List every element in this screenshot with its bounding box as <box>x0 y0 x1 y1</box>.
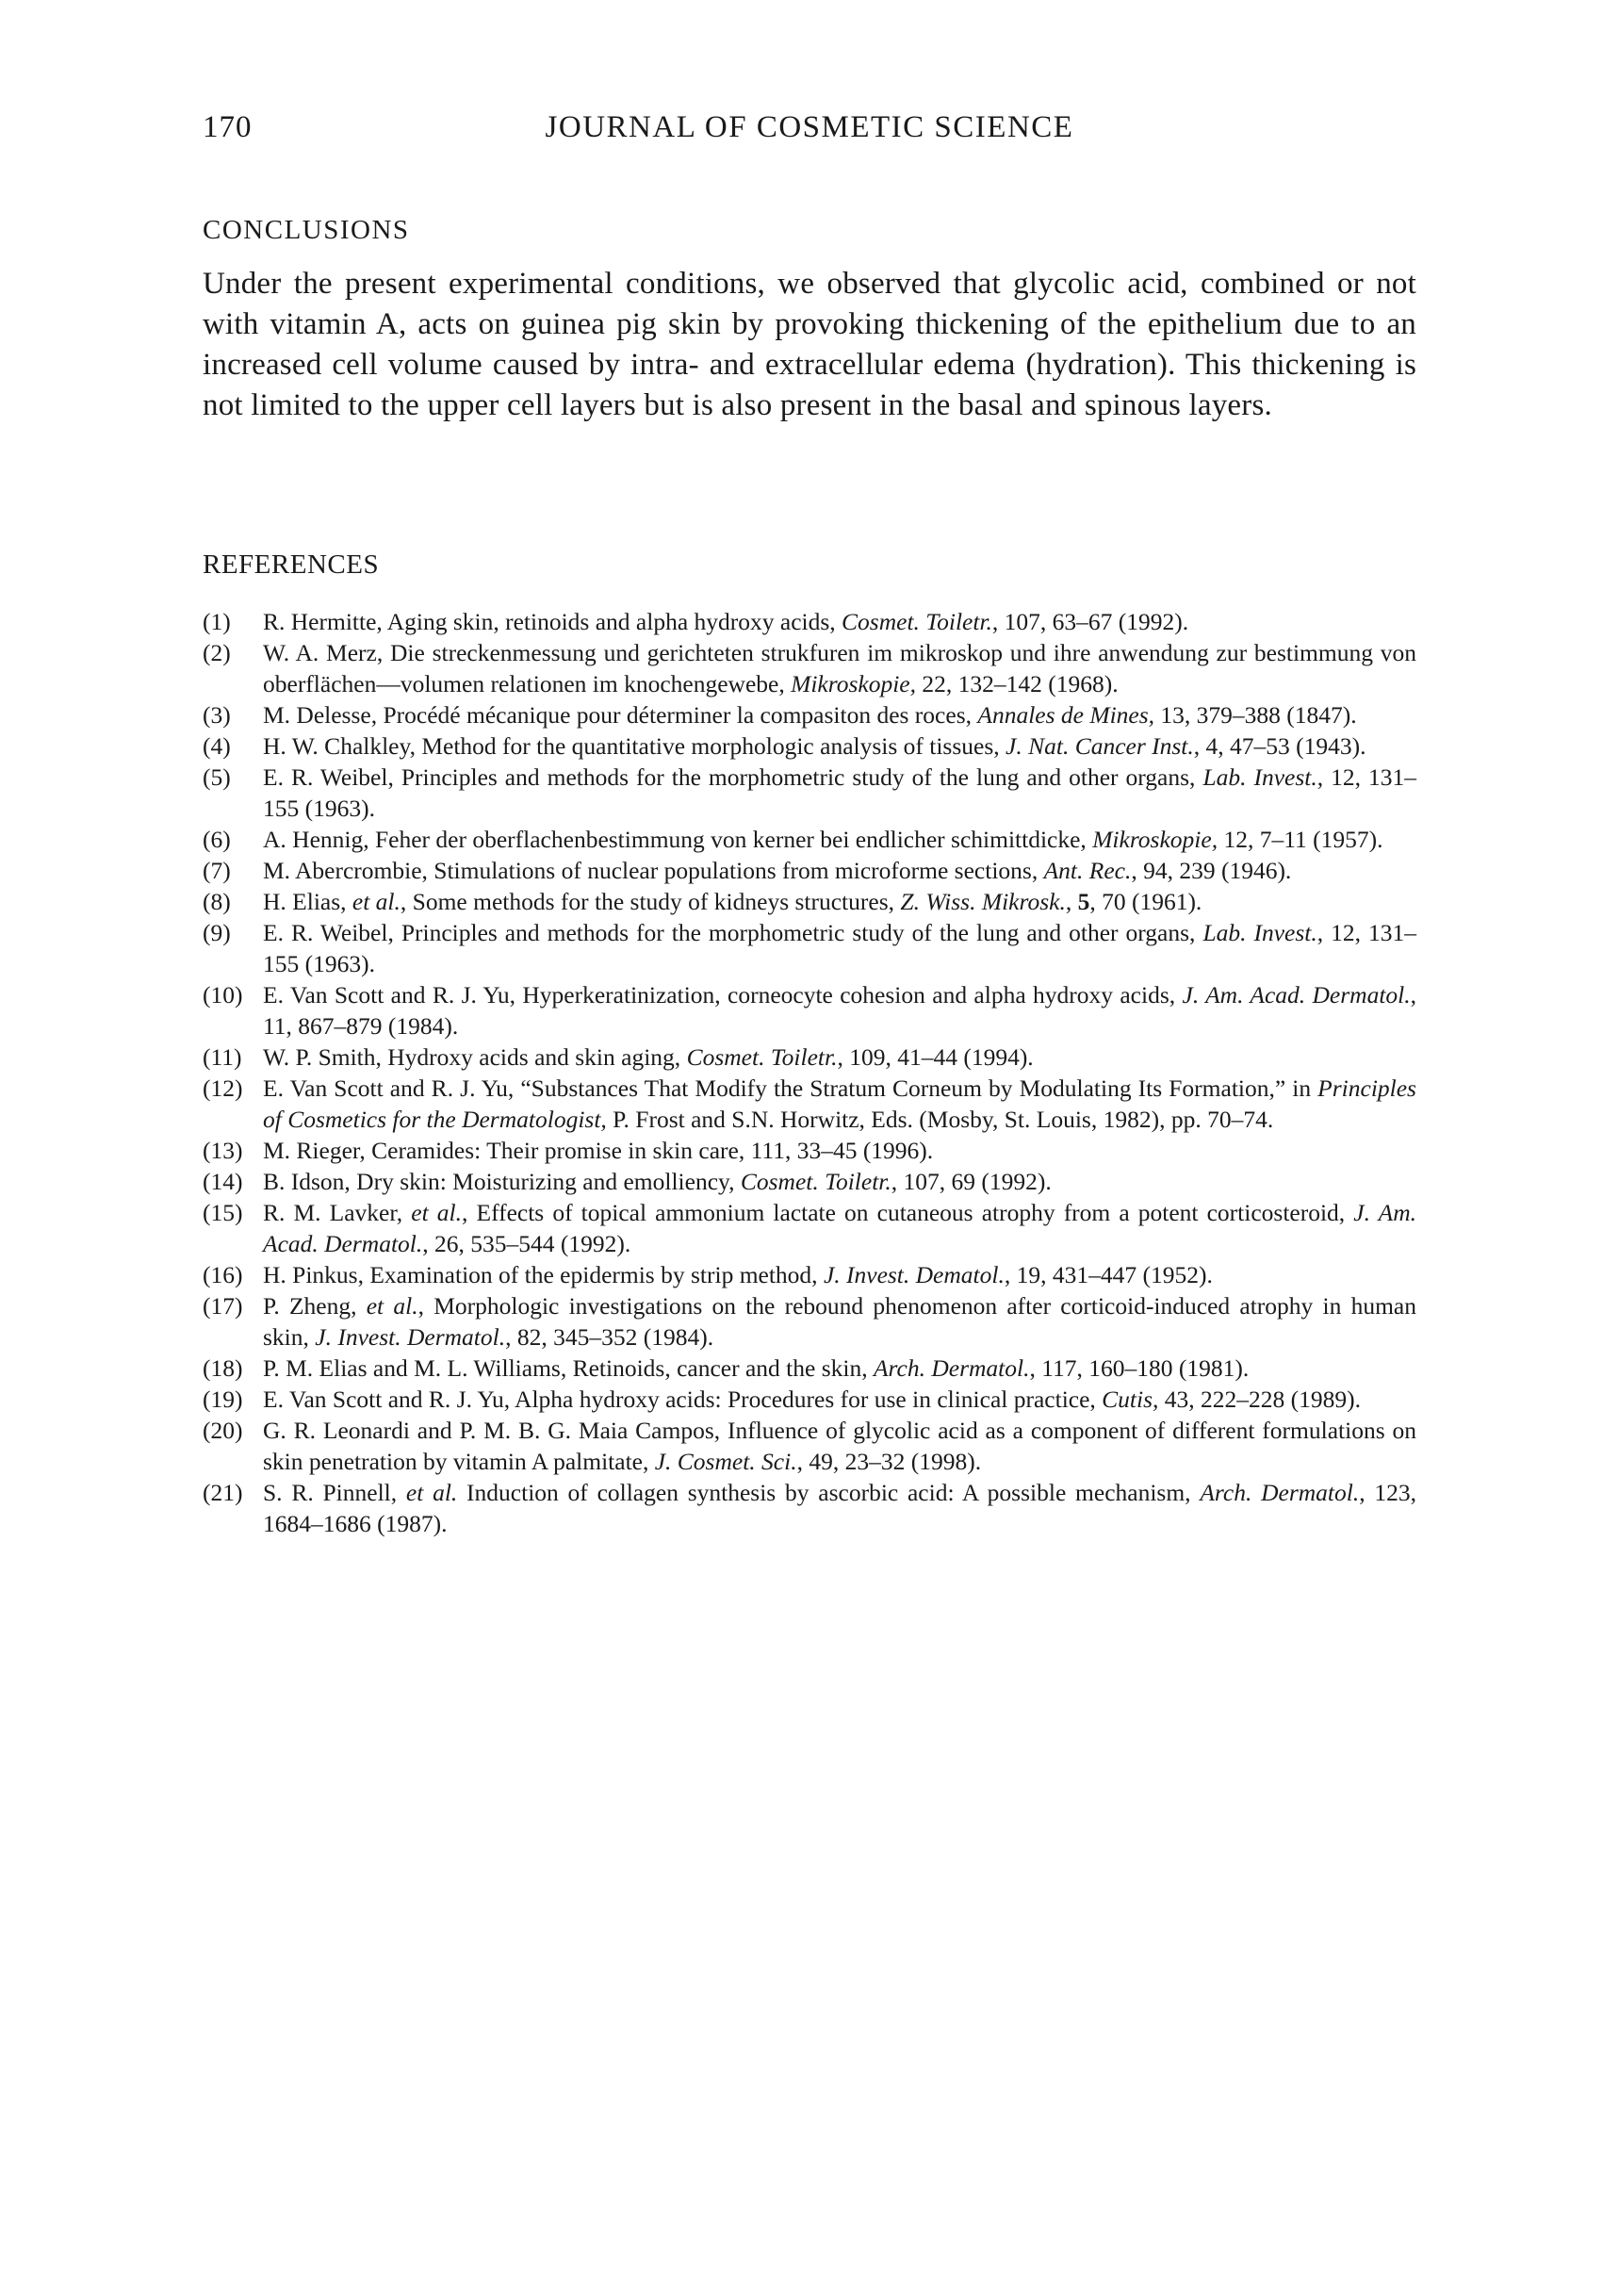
reference-text: H. Elias, et al., Some methods for the study of kidneys structures, Z. Wiss. Mikrosk., 5, 70 (1961). <box>263 888 1202 915</box>
reference-number: (5) <box>203 763 231 791</box>
reference-text: S. R. Pinnell, et al. Induction of collagen synthesis by ascorbic acid: A possible mechanism, Arch. Dermatol., 123, 1684–1686 (1987). <box>263 1479 1416 1537</box>
reference-number: (18) <box>203 1354 243 1382</box>
reference-number: (16) <box>203 1261 243 1288</box>
reference-item <box>203 855 1416 886</box>
reference-number: (3) <box>203 701 231 729</box>
reference-list <box>203 606 1416 1539</box>
reference-item <box>203 1197 1416 1259</box>
reference-item <box>203 637 1416 699</box>
reference-text: W. P. Smith, Hydroxy acids and skin aging, Cosmet. Toiletr., 109, 41–44 (1994). <box>263 1043 1034 1071</box>
reference-number: (21) <box>203 1479 243 1506</box>
reference-text: W. A. Merz, Die streckenmessung und gerichteten strukfuren im mikroskop und ihre anwendung zur bestimmung von oberflächen—volumen relationen im knochengewebe, Mikroskopie, 22, 132–142 (1968). <box>263 639 1416 697</box>
reference-text: E. R. Weibel, Principles and methods for the morphometric study of the lung and other organs, Lab. Invest., 12, 131–155 (1963). <box>263 763 1417 822</box>
conclusions-heading: CONCLUSIONS <box>203 215 410 245</box>
reference-number: (8) <box>203 888 231 915</box>
reference-text: M. Abercrombie, Stimulations of nuclear populations from microforme sections, Ant. Rec., 94, 239 (1946). <box>263 857 1292 884</box>
reference-item <box>203 1259 1416 1290</box>
journal-title: JOURNAL OF COSMETIC SCIENCE <box>545 110 1074 144</box>
reference-number: (14) <box>203 1168 243 1195</box>
reference-number: (13) <box>203 1137 243 1164</box>
reference-text: H. Pinkus, Examination of the epidermis by strip method, J. Invest. Dematol., 19, 431–447 (1952). <box>263 1261 1213 1288</box>
reference-item <box>203 1384 1416 1415</box>
reference-item <box>203 1477 1416 1539</box>
reference-number: (12) <box>203 1074 243 1102</box>
reference-text: R. Hermitte, Aging skin, retinoids and alpha hydroxy acids, Cosmet. Toiletr., 107, 63–67 (1992). <box>263 608 1189 635</box>
reference-item <box>203 1415 1416 1477</box>
reference-text: H. W. Chalkley, Method for the quantitative morphologic analysis of tissues, J. Nat. Cancer Inst., 4, 47–53 (1943). <box>263 732 1366 760</box>
reference-item <box>203 730 1416 762</box>
reference-number: (9) <box>203 919 231 946</box>
reference-text: A. Hennig, Feher der oberflachenbestimmung von kerner bei endlicher schimittdicke, Mikroskopie, 12, 7–11 (1957). <box>263 826 1383 853</box>
reference-text: M. Delesse, Procédé mécanique pour déterminer la compasiton des roces, Annales de Mines, 13, 379–388 (1847). <box>263 701 1357 729</box>
reference-text: R. M. Lavker, et al., Effects of topical ammonium lactate on cutaneous atrophy from a potent corticosteroid, J. Am. Acad. Dermatol., 26, 535–544 (1992). <box>263 1199 1416 1257</box>
reference-text: E. Van Scott and R. J. Yu, “Substances That Modify the Stratum Corneum by Modulating Its Formation,” in Principles of Cosmetics for the Dermatologist, P. Frost and S.N. Horwitz, Eds. (Mosby, St. Louis, 1982), pp. 70–74. <box>263 1074 1416 1133</box>
reference-number: (7) <box>203 857 231 884</box>
reference-item <box>203 917 1416 979</box>
conclusions-paragraph: Under the present experimental conditions, we observed that glycolic acid, combined or not with vitamin A, acts on guinea pig skin by provoking thickening of the epithelium due to an increased cell volume caused by intra- and extracellular edema (hydration). This thickening is not limited to the upper cell layers but is also present in the basal and spinous layers. <box>203 267 1416 422</box>
reference-number: (20) <box>203 1417 243 1444</box>
reference-number: (17) <box>203 1292 243 1320</box>
reference-number: (6) <box>203 826 231 853</box>
reference-item <box>203 1353 1416 1384</box>
reference-text: P. M. Elias and M. L. Williams, Retinoids, cancer and the skin, Arch. Dermatol., 117, 160–180 (1981). <box>263 1354 1250 1382</box>
reference-item <box>203 824 1416 855</box>
reference-number: (4) <box>203 732 231 760</box>
reference-number: (1) <box>203 608 231 635</box>
reference-item <box>203 1041 1416 1073</box>
reference-text: E. Van Scott and R. J. Yu, Hyperkeratinization, corneocyte cohesion and alpha hydroxy acids, J. Am. Acad. Dermatol., 11, 867–879 (1984). <box>263 981 1416 1040</box>
references-heading: REFERENCES <box>203 549 380 580</box>
reference-item <box>203 1135 1416 1166</box>
running-head <box>203 110 1416 148</box>
reference-text: G. R. Leonardi and P. M. B. G. Maia Campos, Influence of glycolic acid as a component of different formulations on skin penetration by vitamin A palmitate, J. Cosmet. Sci., 49, 23–32 (1998). <box>263 1417 1416 1475</box>
reference-number: (2) <box>203 639 231 666</box>
reference-text: E. R. Weibel, Principles and methods for the morphometric study of the lung and other organs, Lab. Invest., 12, 131–155 (1963). <box>263 919 1417 977</box>
reference-item <box>203 1073 1416 1135</box>
page-number: 170 <box>203 110 253 144</box>
reference-item <box>203 1290 1416 1353</box>
reference-item <box>203 699 1416 730</box>
reference-text: P. Zheng, et al., Morphologic investigations on the rebound phenomenon after corticoid-induced atrophy in human skin, J. Invest. Dermatol., 82, 345–352 (1984). <box>263 1292 1416 1351</box>
reference-text: M. Rieger, Ceramides: Their promise in skin care, 111, 33–45 (1996). <box>263 1137 934 1164</box>
reference-item <box>203 1166 1416 1197</box>
reference-item <box>203 606 1416 637</box>
reference-number: (15) <box>203 1199 243 1226</box>
reference-item <box>203 886 1416 917</box>
reference-text: B. Idson, Dry skin: Moisturizing and emolliency, Cosmet. Toiletr., 107, 69 (1992). <box>263 1168 1052 1195</box>
reference-number: (11) <box>203 1043 242 1071</box>
reference-number: (19) <box>203 1386 243 1413</box>
reference-item <box>203 762 1416 824</box>
reference-text: E. Van Scott and R. J. Yu, Alpha hydroxy acids: Procedures for use in clinical practice, Cutis, 43, 222–228 (1989). <box>263 1386 1362 1413</box>
reference-number: (10) <box>203 981 243 1009</box>
reference-item <box>203 979 1416 1041</box>
